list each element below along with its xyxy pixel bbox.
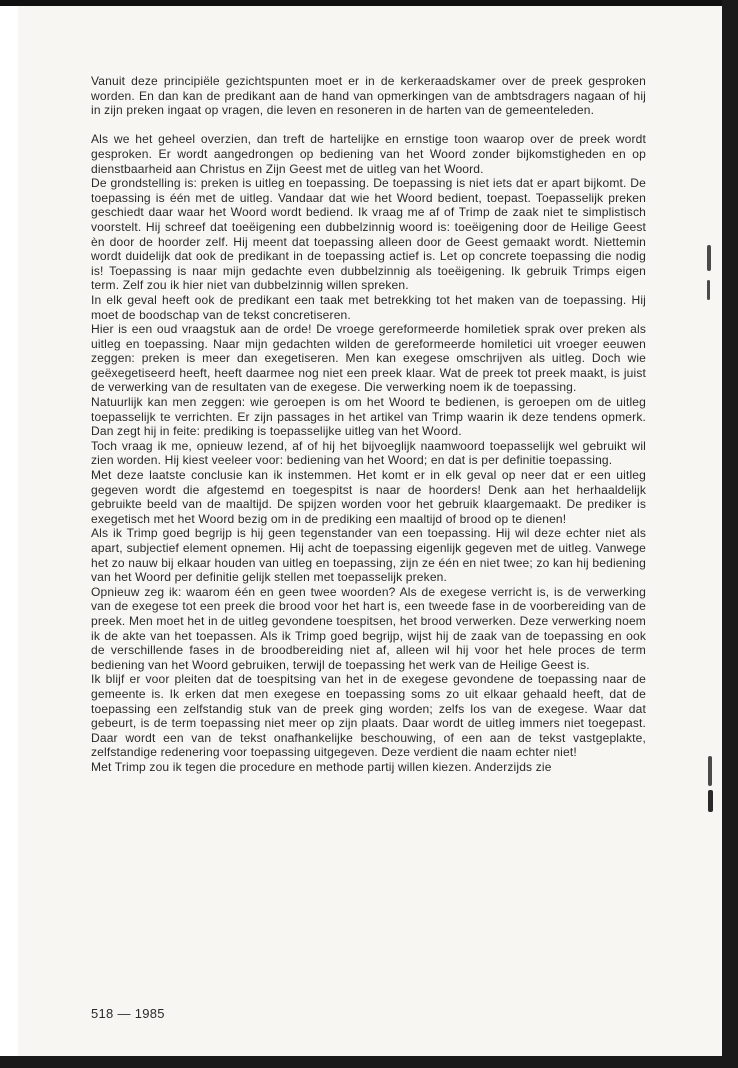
staple-mark-2 [707, 280, 710, 300]
paragraph-11: Ik blijf er voor pleiten dat de toespitsing van het in de exegese gevondene de toepassing naar de gemeente is. Ik erken dat men exegese en toepassing soms zo uit elkaar gehaald heeft, dat de toepassing een zelfstandig stuk van de preek ging worden; zelfs los van de exegese. Waar dat gebeurt, is de term toepassing niet meer op zijn plaats. Daar wordt de uitleg immers niet toegepast. Daar wordt een van de tekst onafhankelijke beschouwing, of een aan de tekst vastgeplakte, zelfstandige redenering voor toepassing uitgegeven. Deze verdient die naam echter niet! [91, 672, 646, 760]
paragraph-9: Als ik Trimp goed begrijp is hij geen tegenstander van een toepassing. Hij wil deze echter niet als apart, subjectief element opnemen. Hij acht de toepassing eigenlijk gegeven met de uitleg. Vanwege het zo nauw bij elkaar houden van uitleg en toepassing, zijn ze één en niet twee; zo kan hij bediening van het Woord per definitie gelijk stellen met toepasselijk preken. [91, 526, 646, 585]
body-text [91, 74, 646, 775]
staple-mark-3 [708, 756, 712, 786]
paragraph-7: Toch vraag ik me, opnieuw lezend, af of hij het bijvoeglijk naamwoord toepasselijk wel gebruikt wil zien worden. Hij kiest veeleer voor: bediening van het Woord; en dat is per definitie toepassing. [91, 438, 646, 468]
paragraph-8: Met deze laatste conclusie kan ik instemmen. Het komt er in elk geval op neer dat er een uitleg gegeven wordt die afgestemd en toegespitst is naar de hoorders! Denk aan het herhaaldelijk gebruikte beeld van de maaltijd. De spijzen worden voor het gebruik klaargemaakt. De prediker is exegetisch met het Woord bezig om in de prediking een maaltijd of brood op te dienen! [91, 468, 646, 526]
paragraph-1: Vanuit deze principiële gezichtspunten moet er in de kerkeraadskamer over de preek gesproken worden. En dan kan de predikant aan de hand van opmerkingen van de ambtsdragers nagaan of hij in zijn preken ingaat op vragen, die leven en resoneren in de harten van de gemeenteleden. [91, 74, 646, 118]
paragraph-5: Hier is een oud vraagstuk aan de orde! De vroege gereformeerde homiletiek sprak over preken als uitleg en toepassing. Naar mijn gedachten wilden de gereformeerde homiletici uit vroeger eeuwen zeggen: preken is meer dan exegetiseren. Men kan exegese omschrijven als uitleg. Doch wie geëxegetiseerd heeft, heeft daarmee nog niet een preek klaar. Wat de preek tot preek maakt, is juist de verwerking van de resultaten van de exegese. Die verwerking noem ik de toepassing. [91, 322, 646, 395]
paragraph-10: Opnieuw zeg ik: waarom één en geen twee woorden? Als de exegese verricht is, is de verwerking van de exegese tot een preek die brood voor het hart is, een tweede fase in de voorbereiding van de preek. Men moet het in de uitleg gevondene toespitsen, het brood verwerken. Deze verwerking noem ik de akte van het toepassen. Als ik Trimp goed begrijp, wijst hij de zaak van de toepassing en ook de verschillende fases in de broodbereiding niet af, alleen wil hij voor het hele proces de term bediening van het Woord gebruiken, terwijl de toepassing het werk van de Heilige Geest is. [91, 584, 646, 672]
paragraph-12: Met Trimp zou ik tegen die procedure en methode partij willen kiezen. Anderzijds zie [91, 759, 552, 774]
page-number-footer: 518 — 1985 [91, 1006, 165, 1021]
paragraph-3: De grondstelling is: preken is uitleg en toepassing. De toepassing is niet iets dat er apart bijkomt. De toepassing is één met de uitleg. Vandaar dat wie het Woord bedient, toepast. Toepasselijk preken geschiedt daar waar het Woord wordt bediend. Ik vraag me af of Trimp de zaak niet te simplistisch voorstelt. Hij schreef dat toeëigening een dubbelzinnig woord is: toeëigening door de Heilige Geest èn door de hoorder zelf. Hij meent dat toepassing alleen door de Geest gemaakt wordt. Niettemin wordt duidelijk dat ook de predikant in de toepassing actief is. Let op concrete toepassing die nodig is! Toepassing is naar mijn gedachte even dubbelzinnig als toeëigening. Ik gebruik Trimps eigen term. Zelf zou ik hier niet van dubbelzinnig willen spreken. [91, 176, 646, 293]
paragraph-2: Als we het geheel overzien, dan treft de hartelijke en ernstige toon waarop over de preek wordt gesproken. Er wordt aangedrongen op bediening van het Woord zonder bijkomstigheden en op dienstbaarheid aan Christus en Zijn Geest met de uitleg van het Woord. [91, 132, 646, 176]
scan-edge-bottom [0, 1056, 738, 1068]
staple-mark-1 [707, 245, 711, 271]
scan-edge-right [722, 0, 738, 1068]
paragraph-6: Natuurlijk kan men zeggen: wie geroepen is om het Woord te bedienen, is geroepen om de uitleg toepasselijk te verrichten. Er zijn passages in het artikel van Trimp waarin ik deze tendens opmerk. Dan zegt hij in feite: prediking is toepasselijke uitleg van het Woord. [91, 395, 646, 439]
paragraph-4: In elk geval heeft ook de predikant een taak met betrekking tot het maken van de toepassing. Hij moet de boodschap van de tekst concretiseren. [91, 292, 646, 322]
staple-mark-4 [708, 790, 713, 812]
